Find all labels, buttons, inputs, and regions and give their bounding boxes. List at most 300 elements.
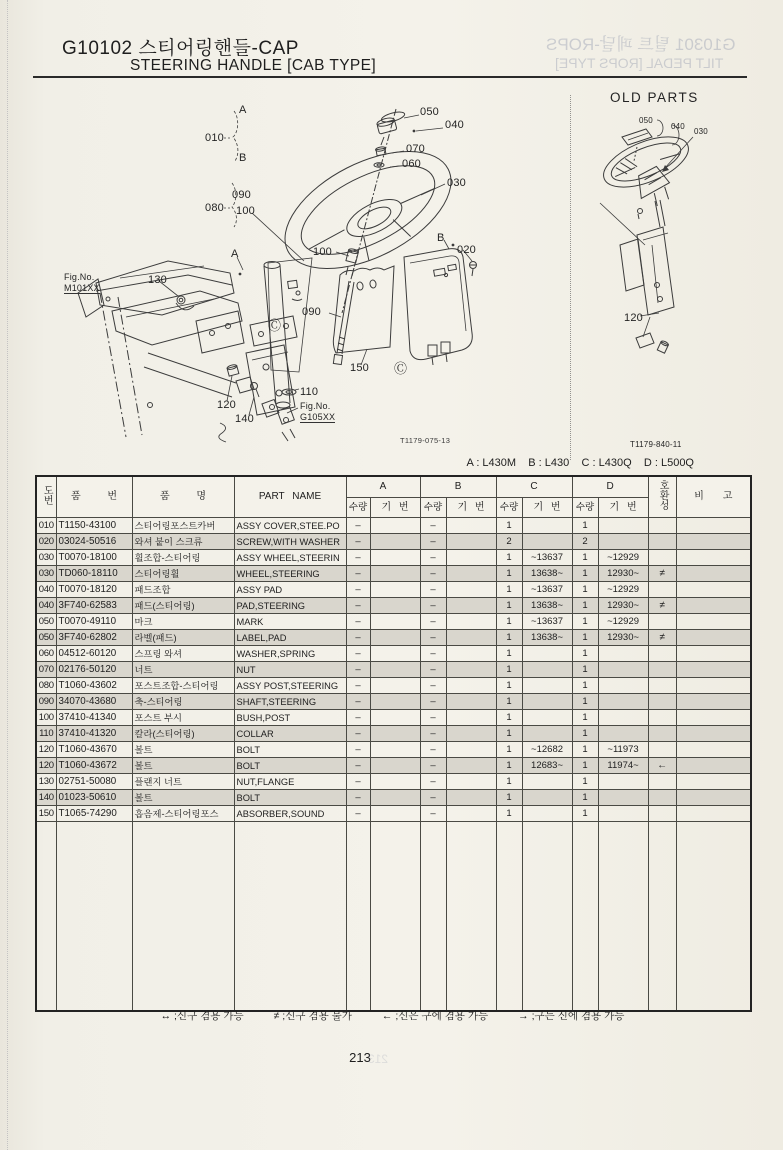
page-number: 213 (349, 1050, 371, 1065)
cell-qty-a: – (346, 790, 370, 806)
cell-serial-a (370, 582, 420, 598)
cell-part-no: 3F740-62583 (56, 598, 132, 614)
cell-name-kr: 포스트 부시 (132, 710, 234, 726)
callout-040: 040 (445, 119, 464, 131)
cell-fig-no: 080 (36, 678, 56, 694)
callout-130: 130 (148, 274, 167, 286)
table-empty-rows (36, 822, 751, 1012)
cell-serial-c: 13638~ (522, 630, 572, 646)
cell-qty-d: 1 (572, 726, 598, 742)
cell-name-kr: 볼트 (132, 758, 234, 774)
cell-serial-d (598, 678, 648, 694)
cell-remarks (676, 518, 751, 534)
cell-remarks (676, 774, 751, 790)
cell-qty-a: – (346, 614, 370, 630)
cell-serial-b (446, 742, 496, 758)
table-row (36, 790, 751, 806)
callout-050: 050 (420, 106, 439, 118)
table-row (36, 742, 751, 758)
header-qty-c: 수량 (496, 498, 522, 518)
cell-qty-d: 1 (572, 550, 598, 566)
page-title: G10102 스티어링핸들-CAP (62, 38, 299, 59)
header-model-b: B (420, 476, 496, 498)
cell-part-no: T1060-43670 (56, 742, 132, 758)
cell-serial-c (522, 534, 572, 550)
header-serial-a: 기 번 (370, 498, 420, 518)
callout-010-a: A (239, 104, 247, 116)
cell-part-name: ASSY COVER,STEE.PO (234, 518, 346, 534)
cell-fig-no: 050 (36, 614, 56, 630)
cell-qty-c: 1 (496, 630, 522, 646)
cell-serial-a (370, 710, 420, 726)
cell-qty-d: 1 (572, 742, 598, 758)
cell-serial-b (446, 646, 496, 662)
cell-name-kr: 축-스티어링 (132, 694, 234, 710)
table-row (36, 662, 751, 678)
cell-part-name: BOLT (234, 758, 346, 774)
bleedthrough-page-number: 213 (368, 1052, 389, 1066)
cell-qty-c: 1 (496, 518, 522, 534)
cell-qty-d: 1 (572, 678, 598, 694)
cell-part-name: BOLT (234, 790, 346, 806)
cell-compat: ← (648, 758, 676, 774)
cell-serial-a (370, 534, 420, 550)
cell-qty-a: – (346, 678, 370, 694)
cell-qty-b: – (420, 662, 446, 678)
cell-name-kr: 마크 (132, 614, 234, 630)
cell-part-name: ABSORBER,SOUND (234, 806, 346, 822)
header-part-name: PART NAME (234, 476, 346, 518)
cell-serial-d (598, 806, 648, 822)
bleedthrough-title: G10301 틸트 페달-ROPS (545, 35, 735, 54)
cell-qty-b: – (420, 678, 446, 694)
cell-qty-a: – (346, 534, 370, 550)
cell-qty-a: – (346, 694, 370, 710)
cell-serial-d (598, 710, 648, 726)
cell-qty-c: 1 (496, 550, 522, 566)
table-row (36, 726, 751, 742)
cell-qty-b: – (420, 518, 446, 534)
header-model-d: D (572, 476, 648, 498)
cell-serial-b (446, 630, 496, 646)
cell-qty-d: 1 (572, 774, 598, 790)
cell-remarks (676, 806, 751, 822)
cell-fig-no: 010 (36, 518, 56, 534)
cell-name-kr: 라벨(패드) (132, 630, 234, 646)
callout-090-shaft: 090 (302, 306, 321, 318)
cell-part-name: MARK (234, 614, 346, 630)
header-compat: 호환성 (648, 476, 676, 518)
cell-serial-a (370, 790, 420, 806)
cell-serial-c: ~13637 (522, 614, 572, 630)
header-qty-d: 수량 (572, 498, 598, 518)
cell-qty-c: 1 (496, 774, 522, 790)
cell-qty-c: 1 (496, 598, 522, 614)
cell-serial-b (446, 694, 496, 710)
cell-serial-c: 12683~ (522, 758, 572, 774)
cell-fig-no: 130 (36, 774, 56, 790)
cell-part-name: WASHER,SPRING (234, 646, 346, 662)
cell-part-no: T1150-43100 (56, 518, 132, 534)
cell-fig-no: 140 (36, 790, 56, 806)
cell-compat (648, 726, 676, 742)
cell-fig-no: 020 (36, 534, 56, 550)
cell-name-kr: 볼트 (132, 742, 234, 758)
callout-110: 110 (300, 386, 319, 398)
cell-qty-c: 1 (496, 726, 522, 742)
cell-qty-a: – (346, 742, 370, 758)
old-parts-drawing (597, 120, 705, 353)
cell-name-kr: 포스트조합-스티어링 (132, 678, 234, 694)
cell-serial-a (370, 518, 420, 534)
cell-fig-no: 070 (36, 662, 56, 678)
cell-serial-b (446, 758, 496, 774)
cell-compat (648, 550, 676, 566)
cell-qty-c: 1 (496, 582, 522, 598)
cell-serial-b (446, 710, 496, 726)
cell-qty-b: – (420, 758, 446, 774)
cell-compat (648, 774, 676, 790)
diagram-line-art (0, 85, 783, 457)
cell-qty-c: 1 (496, 678, 522, 694)
cell-qty-c: 1 (496, 662, 522, 678)
cell-part-name: COLLAR (234, 726, 346, 742)
cell-name-kr: 너트 (132, 662, 234, 678)
table-header-row-1 (36, 476, 751, 498)
cell-part-no: 34070-43680 (56, 694, 132, 710)
old-callout-120: 120 (624, 312, 643, 324)
cell-fig-no: 030 (36, 566, 56, 582)
cell-qty-d: 1 (572, 518, 598, 534)
cell-name-kr: 패드조합 (132, 582, 234, 598)
cell-name-kr: 볼트 (132, 790, 234, 806)
legend-item: → ;구는 신에 겸용 가능 (518, 1010, 625, 1022)
cell-serial-c (522, 726, 572, 742)
cell-qty-a: – (346, 726, 370, 742)
cell-serial-a (370, 678, 420, 694)
cell-part-name: BUSH,POST (234, 710, 346, 726)
cell-part-no: T1065-74290 (56, 806, 132, 822)
cell-compat (648, 582, 676, 598)
cell-qty-b: – (420, 774, 446, 790)
cell-serial-a (370, 614, 420, 630)
cell-serial-b (446, 518, 496, 534)
cell-remarks (676, 742, 751, 758)
callout-010: 010 (205, 132, 224, 144)
fig-ref-m101 (64, 272, 100, 294)
cell-serial-a (370, 758, 420, 774)
drawing-code-old: T1179-840-11 (630, 440, 682, 449)
callout-080: 080 (205, 202, 224, 214)
cell-serial-b (446, 598, 496, 614)
cell-part-name: PAD,STEERING (234, 598, 346, 614)
diagram-section-divider (570, 95, 571, 460)
cell-compat (648, 678, 676, 694)
steering-wheel-drawing (266, 127, 469, 292)
header-rule (33, 76, 747, 78)
cell-fig-no: 150 (36, 806, 56, 822)
cell-part-name: WHEEL,STEERING (234, 566, 346, 582)
cell-serial-a (370, 598, 420, 614)
cell-serial-b (446, 774, 496, 790)
cell-serial-b (446, 534, 496, 550)
cell-part-no: T0070-18100 (56, 550, 132, 566)
cell-qty-d: 1 (572, 630, 598, 646)
cell-part-name: LABEL,PAD (234, 630, 346, 646)
table-row (36, 582, 751, 598)
cell-part-no: T0070-18120 (56, 582, 132, 598)
cell-name-kr: 스티어링휠 (132, 566, 234, 582)
cell-serial-c (522, 678, 572, 694)
header-serial-b: 기 번 (446, 498, 496, 518)
cell-qty-c: 1 (496, 614, 522, 630)
cell-remarks (676, 710, 751, 726)
cell-part-no: T0070-49110 (56, 614, 132, 630)
cell-qty-a: – (346, 518, 370, 534)
old-callout-040: 040 (671, 122, 685, 131)
cell-part-no: 01023-50610 (56, 790, 132, 806)
cell-compat (648, 662, 676, 678)
table-row (36, 774, 751, 790)
cell-serial-d: 12930~ (598, 630, 648, 646)
cell-qty-d: 1 (572, 582, 598, 598)
cell-serial-d (598, 518, 648, 534)
table-row (36, 614, 751, 630)
cell-qty-b: – (420, 550, 446, 566)
page-subtitle: STEERING HANDLE [CAB TYPE] (130, 57, 377, 74)
cell-qty-b: – (420, 582, 446, 598)
cell-compat: ≠ (648, 630, 676, 646)
cell-part-name: BOLT (234, 742, 346, 758)
cell-part-no: TD060-18110 (56, 566, 132, 582)
cell-qty-a: – (346, 550, 370, 566)
cell-qty-d: 1 (572, 694, 598, 710)
cell-qty-d: 1 (572, 566, 598, 582)
table-row (36, 806, 751, 822)
cell-remarks (676, 662, 751, 678)
header-serial-c: 기 번 (522, 498, 572, 518)
model-codes-note: A : L430M B : L430 C : L430Q D : L500Q (466, 457, 694, 469)
cell-fig-no: 120 (36, 758, 56, 774)
cell-remarks (676, 598, 751, 614)
cell-compat: ≠ (648, 598, 676, 614)
cell-part-name: SCREW,WITH WASHER (234, 534, 346, 550)
cell-remarks (676, 582, 751, 598)
cell-part-no: 3F740-62802 (56, 630, 132, 646)
cell-part-no: 37410-41320 (56, 726, 132, 742)
callout-020: 020 (457, 244, 476, 256)
cell-qty-a: – (346, 774, 370, 790)
cell-qty-a: – (346, 758, 370, 774)
table-row (36, 710, 751, 726)
cell-qty-c: 1 (496, 806, 522, 822)
cell-qty-a: – (346, 630, 370, 646)
cell-qty-d: 1 (572, 806, 598, 822)
cell-serial-c (522, 774, 572, 790)
cell-remarks (676, 678, 751, 694)
cell-compat (648, 790, 676, 806)
cell-qty-b: – (420, 646, 446, 662)
exploded-view-diagram (0, 85, 783, 457)
cell-compat (648, 710, 676, 726)
cell-fig-no: 040 (36, 598, 56, 614)
cell-serial-c (522, 662, 572, 678)
bleedthrough-subtitle: TILT PEDAL [ROPS TYPE] (554, 55, 723, 71)
cell-qty-b: – (420, 742, 446, 758)
table-row (36, 518, 751, 534)
cell-compat (648, 742, 676, 758)
cell-serial-b (446, 726, 496, 742)
cell-part-name: ASSY WHEEL,STEERIN (234, 550, 346, 566)
cell-serial-b (446, 662, 496, 678)
old-callout-030: 030 (694, 127, 708, 136)
cell-serial-d: ~11973 (598, 742, 648, 758)
cell-qty-a: – (346, 806, 370, 822)
old-parts-title: OLD PARTS (610, 90, 699, 105)
table-row (36, 566, 751, 582)
cell-qty-b: – (420, 598, 446, 614)
cell-part-no: 04512-60120 (56, 646, 132, 662)
cell-part-no: T1060-43672 (56, 758, 132, 774)
cell-part-no: 02751-50080 (56, 774, 132, 790)
cell-qty-b: – (420, 790, 446, 806)
cell-serial-d: 12930~ (598, 566, 648, 582)
cell-name-kr: 흡음제-스티어링포스 (132, 806, 234, 822)
cell-fig-no: 030 (36, 550, 56, 566)
fig-ref-code: M101XX (64, 282, 100, 293)
cell-name-kr: 패드(스티어링) (132, 598, 234, 614)
cell-serial-a (370, 630, 420, 646)
fig-ref-label: Fig.No. (64, 272, 95, 282)
cell-qty-d: 1 (572, 710, 598, 726)
cell-serial-d: ~12929 (598, 582, 648, 598)
cell-serial-b (446, 614, 496, 630)
section-mark-c2: Ⓒ (394, 361, 408, 376)
cell-serial-c (522, 646, 572, 662)
cell-serial-d (598, 646, 648, 662)
cell-serial-b (446, 806, 496, 822)
cell-name-kr: 플랜지 너트 (132, 774, 234, 790)
cell-part-name: NUT,FLANGE (234, 774, 346, 790)
fig-ref-label: Fig.No. (300, 401, 331, 411)
cell-serial-d: 11974~ (598, 758, 648, 774)
header-serial-d: 기 번 (598, 498, 648, 518)
cell-compat (648, 518, 676, 534)
cell-part-no: 03024-50516 (56, 534, 132, 550)
cell-qty-a: – (346, 646, 370, 662)
cell-remarks (676, 726, 751, 742)
cell-serial-a (370, 550, 420, 566)
cell-name-kr: 와셔 붙이 스크류 (132, 534, 234, 550)
callout-120: 120 (217, 399, 236, 411)
cell-remarks (676, 790, 751, 806)
callout-070: 070 (406, 143, 425, 155)
cell-part-name: NUT (234, 662, 346, 678)
cell-part-no: 02176-50120 (56, 662, 132, 678)
callout-010-b: B (239, 152, 247, 164)
cell-serial-c: ~13637 (522, 550, 572, 566)
cell-serial-c: 13638~ (522, 598, 572, 614)
cell-qty-d: 2 (572, 534, 598, 550)
cell-serial-a (370, 742, 420, 758)
cell-serial-c: ~12682 (522, 742, 572, 758)
header-qty-b: 수량 (420, 498, 446, 518)
callout-view-b: B (437, 232, 445, 244)
cell-remarks (676, 614, 751, 630)
table-row (36, 758, 751, 774)
parts-table (35, 475, 752, 1012)
cell-qty-b: – (420, 566, 446, 582)
cell-serial-d (598, 774, 648, 790)
cell-serial-a (370, 774, 420, 790)
cell-remarks (676, 758, 751, 774)
cell-serial-c (522, 518, 572, 534)
legend-item: ≠ ;신구 겸용 불가 (273, 1010, 352, 1022)
cell-part-no: T1060-43602 (56, 678, 132, 694)
cell-remarks (676, 550, 751, 566)
header-fig-no: 도번 (36, 476, 56, 518)
cell-qty-c: 1 (496, 758, 522, 774)
cell-serial-d (598, 726, 648, 742)
cell-name-kr: 스프링 와셔 (132, 646, 234, 662)
cell-name-kr: 휠조합-스티어링 (132, 550, 234, 566)
cell-qty-b: – (420, 534, 446, 550)
cell-qty-a: – (346, 598, 370, 614)
old-callout-050: 050 (639, 116, 653, 125)
header-model-a: A (346, 476, 420, 498)
cell-qty-a: – (346, 566, 370, 582)
cell-serial-d: 12930~ (598, 598, 648, 614)
cell-qty-c: 1 (496, 566, 522, 582)
cell-serial-d (598, 694, 648, 710)
callout-140: 140 (235, 413, 254, 425)
cell-compat (648, 694, 676, 710)
cell-qty-d: 1 (572, 662, 598, 678)
cell-qty-c: 1 (496, 694, 522, 710)
cell-qty-b: – (420, 614, 446, 630)
table-row (36, 550, 751, 566)
cell-name-kr: 칼라(스티어링) (132, 726, 234, 742)
cell-qty-a: – (346, 662, 370, 678)
cell-serial-a (370, 646, 420, 662)
header-name-kr: 품 명 (132, 476, 234, 518)
cell-fig-no: 100 (36, 710, 56, 726)
legend-item: ↔ ;신구 겸용 가능 (160, 1010, 244, 1022)
cell-serial-c (522, 806, 572, 822)
cell-qty-d: 1 (572, 614, 598, 630)
cell-compat (648, 806, 676, 822)
cell-remarks (676, 630, 751, 646)
steering-post-drawing (246, 262, 302, 416)
table-row (36, 630, 751, 646)
section-mark-c1: Ⓒ (268, 318, 282, 333)
cell-qty-d: 1 (572, 758, 598, 774)
cell-qty-b: – (420, 726, 446, 742)
cell-fig-no: 110 (36, 726, 56, 742)
cell-qty-d: 1 (572, 598, 598, 614)
header-remarks: 비 고 (676, 476, 751, 518)
cell-qty-b: – (420, 694, 446, 710)
cell-part-no: 37410-41340 (56, 710, 132, 726)
compatibility-legend (35, 1008, 750, 1023)
header-model-c: C (496, 476, 572, 498)
cell-serial-d: ~12929 (598, 550, 648, 566)
cell-compat (648, 614, 676, 630)
cell-remarks (676, 534, 751, 550)
cell-serial-d (598, 662, 648, 678)
cell-qty-a: – (346, 710, 370, 726)
cell-qty-b: – (420, 710, 446, 726)
